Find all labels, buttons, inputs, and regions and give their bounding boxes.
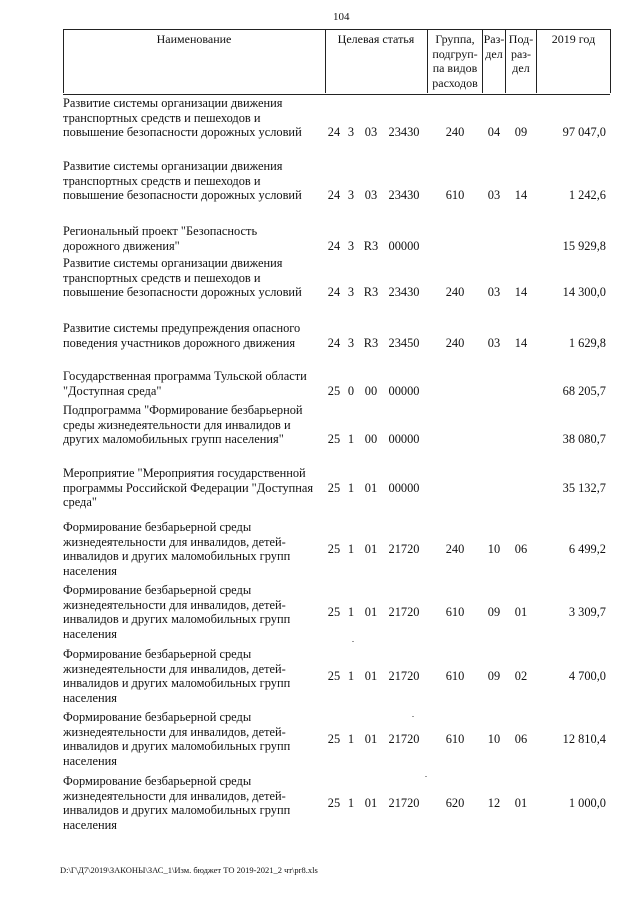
row-name [63,256,325,300]
row-subsection: 14 [514,335,528,350]
row-c1: 24 [327,238,341,253]
row-c2: 1 [347,604,355,619]
row-name [63,159,325,203]
row-name-line: жизнедеятельности для инвалидов, детей- [63,534,286,549]
row-name-line: населения [63,626,117,641]
row-name-line: транспортных средств и пешеходов и [63,270,261,285]
row-amount: 1 629,8 [568,335,606,350]
row-group: 240 [445,335,465,350]
row-c4: 23450 [388,335,420,350]
row-name [63,710,325,768]
row-name-line: населения [63,690,117,705]
header-year: 2019 год [551,32,596,46]
row-name [63,369,325,398]
row-subsection: 06 [514,731,528,746]
row-subsection: 14 [514,285,528,299]
row-c3: R3 [363,335,379,350]
row-c4: 00000 [388,432,420,446]
row-amount: 35 132,7 [562,480,606,495]
row-name-line: Подпрограмма "Формирование безбарьерной [63,403,303,417]
row-name-line: Формирование безбарьерной среды [63,647,252,661]
row-name [63,224,325,253]
row-c3: 01 [364,480,378,495]
row-section: 03 [487,335,501,350]
row-section: 10 [487,541,501,556]
row-amount: 12 810,4 [562,731,606,746]
row-c1: 25 [327,383,341,398]
row-name-line: программы Российской Федерации "Доступная [63,480,314,495]
row-name-line: Формирование безбарьерной среды [63,583,252,597]
header-section: Раз- дел [483,32,505,61]
row-amount: 3 309,7 [568,604,606,619]
row-group: 610 [445,668,465,683]
row-c2: 1 [347,480,355,495]
row-c1: 24 [327,285,341,299]
row-group: 610 [445,188,465,202]
row-c2: 1 [347,432,355,446]
row-c4: 21720 [388,795,420,810]
row-name-line: населения [63,753,117,768]
row-name-line: жизнедеятельности для инвалидов, детей- [63,661,286,676]
row-amount: 15 929,8 [562,238,606,253]
row-amount: 97 047,0 [562,125,606,139]
row-name-line: поведения участников дорожного движения [63,335,296,350]
row-section: 03 [487,188,501,202]
row-name [63,647,325,705]
row-c4: 23430 [388,188,420,202]
row-name-line: жизнедеятельности для инвалидов, детей- [63,724,286,739]
row-c2: 3 [347,335,355,350]
row-c2: 3 [347,125,355,139]
row-name-line: Развитие системы предупреждения опасного [63,321,301,335]
row-c1: 25 [327,541,341,556]
row-c3: 00 [364,383,378,398]
row-c2: 3 [347,188,355,202]
row-name-line: транспортных средств и пешеходов и [63,173,261,188]
row-group: 620 [445,795,465,810]
row-c1: 25 [327,604,341,619]
row-amount: 1 242,6 [568,188,606,202]
row-name-line: инвалидов и других маломобильных групп [63,612,291,626]
row-section: 10 [487,731,501,746]
row-name-line: транспортных средств и пешеходов и [63,110,261,125]
row-c3: R3 [363,238,379,253]
row-name-line: других маломобильных групп населения" [63,432,284,446]
row-group: 240 [445,285,465,299]
row-group: 240 [445,541,465,556]
row-amount: 4 700,0 [568,668,606,683]
row-c2: 1 [347,668,355,683]
row-c4: 00000 [388,383,420,398]
row-subsection: 02 [514,668,528,683]
row-subsection: 09 [514,125,528,139]
row-name-line: среда" [63,495,97,509]
row-name-line: инвалидов и других маломобильных групп [63,739,291,753]
row-name-line: Формирование безбарьерной среды [63,774,252,788]
row-c4: 21720 [388,668,420,683]
scan-speck [352,641,354,642]
row-name-line: населения [63,817,117,832]
row-subsection: 01 [514,795,528,810]
row-section: 09 [487,668,501,683]
row-subsection: 01 [514,604,528,619]
header-border-right [610,29,611,93]
row-c3: R3 [363,285,379,299]
row-c1: 25 [327,432,341,446]
row-c1: 25 [327,795,341,810]
row-c2: 1 [347,541,355,556]
header-subsection: Под- раз- дел [508,32,534,75]
row-section: 12 [487,795,501,810]
row-amount: 38 080,7 [562,432,606,446]
row-name-line: Формирование безбарьерной среды [63,710,252,724]
row-c1: 24 [327,335,341,350]
row-c2: 3 [347,285,355,299]
row-group: 610 [445,604,465,619]
row-group: 240 [445,125,465,139]
row-name-line: повышение безопасности дорожных условий [63,188,302,202]
row-c4: 21720 [388,541,420,556]
scan-speck [425,776,427,777]
row-amount: 14 300,0 [562,285,606,299]
row-c3: 01 [364,731,378,746]
row-name-line: Развитие системы организации движения [63,256,283,270]
row-c4: 00000 [388,238,420,253]
row-section: 04 [487,125,501,139]
row-name-line: дорожного движения" [63,238,180,253]
row-c3: 03 [364,188,378,202]
row-c2: 3 [347,238,355,253]
row-name-line: Формирование безбарьерной среды [63,520,252,534]
file-path-footer: D:\Г\Д7\2019\ЗАКОНЫ\ЗАС_1\Изм. бюджет ТО 2019-2021_2 чт\pr8.xls [60,865,318,875]
row-name [63,774,325,832]
row-c1: 25 [327,668,341,683]
row-name-line: среды жизнедеятельности для инвалидов и [63,417,291,432]
row-name-line: жизнедеятельности для инвалидов, детей- [63,597,286,612]
row-name-line: населения [63,563,117,578]
header-name: Наименование [156,32,232,46]
row-name-line: Государственная программа Тульской области [63,369,307,383]
row-c2: 1 [347,731,355,746]
row-name [63,321,325,350]
row-name [63,520,325,578]
row-amount: 68 205,7 [562,383,606,398]
row-name-line: повышение безопасности дорожных условий [63,285,302,299]
row-c1: 25 [327,731,341,746]
header-group: Группа, подгруп- па видов расходов [432,32,478,90]
row-c1: 24 [327,125,341,139]
row-group: 610 [445,731,465,746]
row-name-line: Региональный проект "Безопасность [63,224,258,238]
row-name-line: инвалидов и других маломобильных групп [63,676,291,690]
row-c2: 0 [347,383,355,398]
row-c3: 00 [364,432,378,446]
row-name-line: жизнедеятельности для инвалидов, детей- [63,788,286,803]
row-name [63,96,325,140]
row-name-line: "Доступная среда" [63,383,162,398]
row-name [63,583,325,641]
row-c4: 00000 [388,480,420,495]
row-name-line: Мероприятие "Мероприятия государственной [63,466,306,480]
row-c4: 21720 [388,731,420,746]
row-c3: 03 [364,125,378,139]
row-c1: 25 [327,480,341,495]
row-name [63,403,325,447]
row-name-line: инвалидов и других маломобильных групп [63,803,291,817]
row-c4: 21720 [388,604,420,619]
row-section: 09 [487,604,501,619]
row-subsection: 06 [514,541,528,556]
row-name [63,466,325,510]
row-name-line: Развитие системы организации движения [63,96,283,110]
row-name-line: инвалидов и других маломобильных групп [63,549,291,563]
row-section: 03 [487,285,501,299]
scan-speck [412,716,414,717]
row-amount: 6 499,2 [568,541,606,556]
row-c1: 24 [327,188,341,202]
row-name-line: повышение безопасности дорожных условий [63,125,302,139]
header-target-article: Целевая статья [337,32,415,46]
row-subsection: 14 [514,188,528,202]
row-c3: 01 [364,604,378,619]
row-name-line: Развитие системы организации движения [63,159,283,173]
row-c4: 23430 [388,285,420,299]
row-c3: 01 [364,795,378,810]
row-c4: 23430 [388,125,420,139]
row-c3: 01 [364,541,378,556]
row-c2: 1 [347,795,355,810]
page-number: 104 [333,11,350,23]
row-c3: 01 [364,668,378,683]
row-amount: 1 000,0 [568,795,606,810]
